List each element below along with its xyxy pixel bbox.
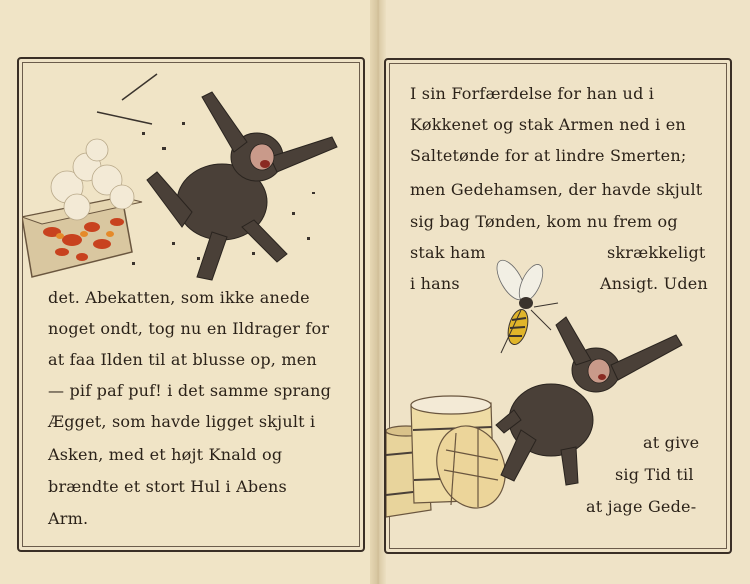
right-text-line-1: I sin Forfærdelse for han ud i xyxy=(410,84,655,103)
left-text-line-5: Ægget, som havde ligget skjult i xyxy=(48,412,316,431)
right-text-line-2: Køkkenet og stak Armen ned i en xyxy=(410,115,686,134)
right-text-line-5: sig bag Tønden, kom nu frem og xyxy=(410,212,678,231)
left-text-line-3: at faa Ilden til at blusse op, men xyxy=(48,350,317,369)
right-split-line-1-right: skrækkeligt xyxy=(607,243,706,262)
left-text-line-7: brændte et stort Hul i Abens xyxy=(48,477,287,496)
right-text-line-4: men Gedehamsen, der havde skjult xyxy=(410,180,703,199)
right-bottom-line-1: at give xyxy=(643,433,700,452)
left-text-line-4: — pif paf puf! i det samme sprang xyxy=(48,381,332,400)
right-split-line-2-left: i hans xyxy=(410,274,460,293)
left-text-line-6: Asken, med et højt Knald og xyxy=(48,445,283,464)
right-bottom-line-2: sig Tid til xyxy=(615,465,694,484)
right-text-line-3: Saltetønde for at lindre Smerten; xyxy=(410,146,687,165)
left-text-line-2: noget ondt, tog nu en Ildrager for xyxy=(48,319,330,338)
monkey-explosion-illustration xyxy=(22,62,358,284)
left-text-line-1: det. Abekatten, som ikke anede xyxy=(48,288,310,307)
right-bottom-line-3: at jage Gede- xyxy=(586,497,697,516)
right-split-line-1-left: stak ham xyxy=(410,243,486,262)
right-split-line-2-right: Ansigt. Uden xyxy=(600,274,708,293)
left-text-line-8: Arm. xyxy=(48,509,89,528)
